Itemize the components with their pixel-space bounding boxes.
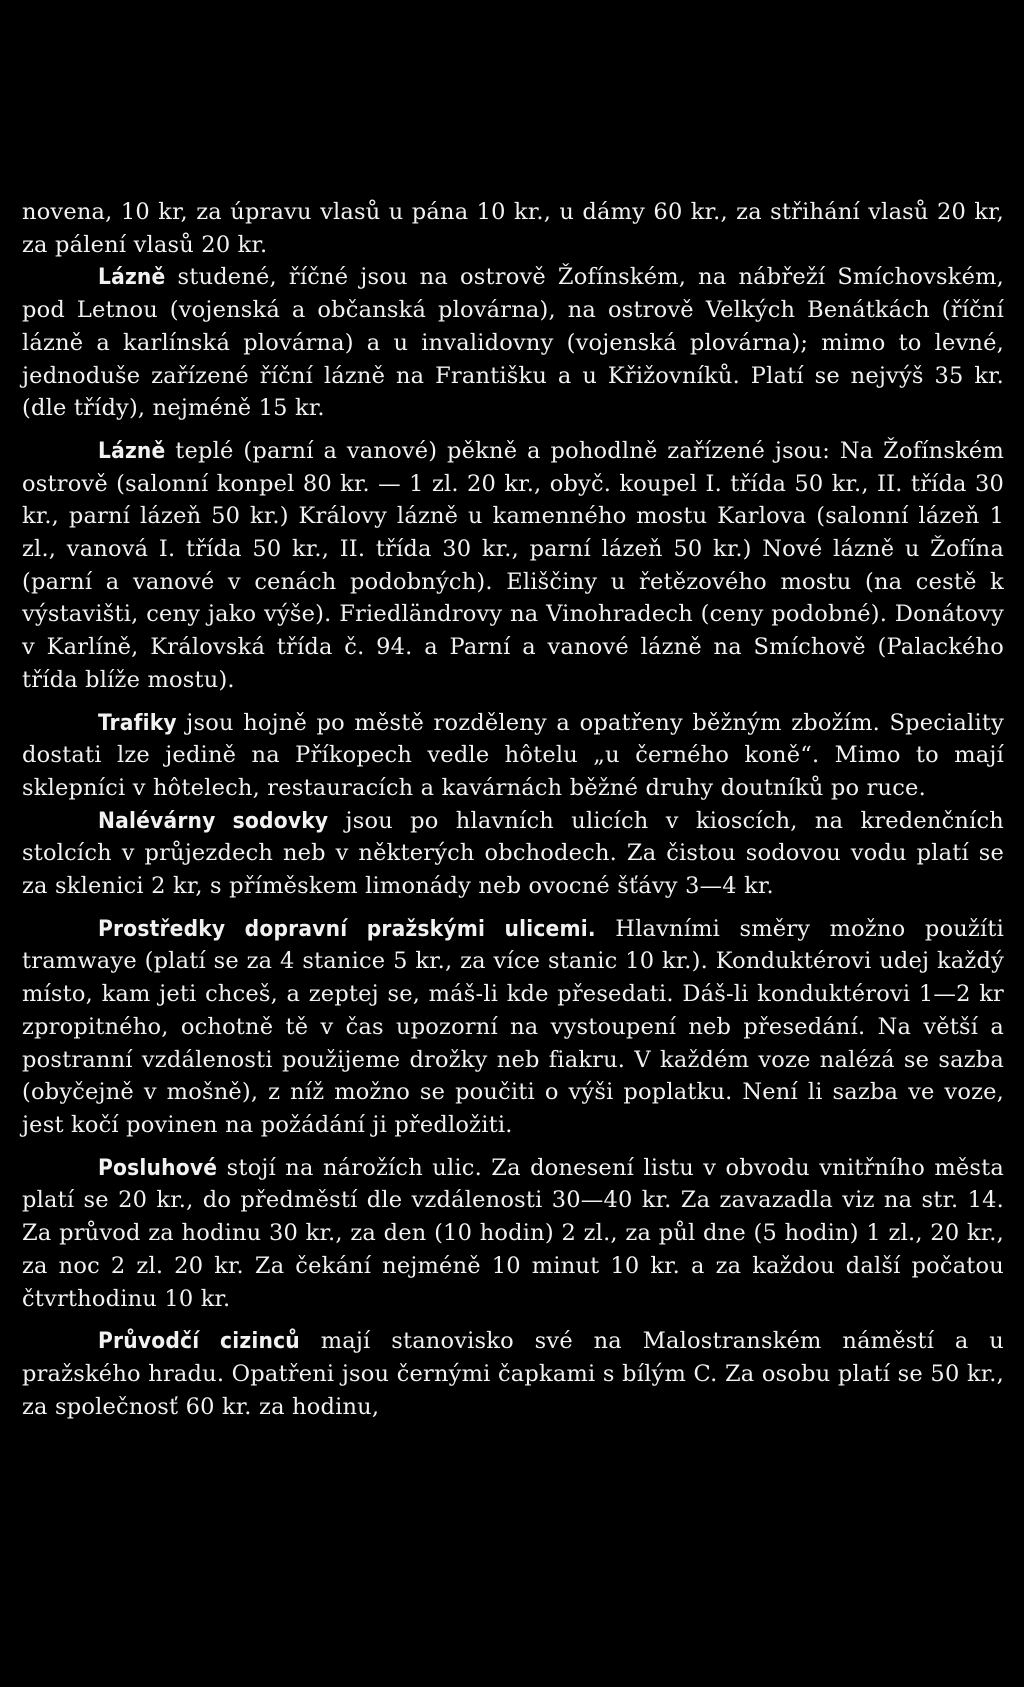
paragraph-text: jsou po hlavních ulicích v kioscích, na kredenčních stolcích v průjezdech neb v některých obchodech. Za čistou sodovou vodu platí se za sklenici 2 kr, s příměskem limonády neb ovocné šťávy 3—4 kr. <box>22 807 1004 900</box>
paragraph-text: jsou hojně po městě rozděleny a opatřeny běžným zbožím. Speciality dostati lze jedině na Příkopech vedle hôtelu „u černého koně“. Mimo to mají sklepníci v hôtelech, restauracích a kavárnách běžné druhy doutníků po ruce. <box>22 709 1004 801</box>
paragraph-tobacco-shops <box>22 707 1004 805</box>
paragraph-text: stojí na nárožích ulic. Za donesení listu v obvodu vnitřního města platí se 20 kr., do předměstí dle vzdálenosti 30—40 kr. Za zavazadla viz na str. 14. Za průvod za hodinu 30 kr., za den (10 hodin) 2 zl., za půl dne (5 hodin) 1 zl., 20 kr., za noc 2 zl. 20 kr. Za čekání nejméně 10 minut 10 kr. a za každou další počatou čtvrthodinu 10 kr. <box>22 1154 1004 1312</box>
paragraph-soda-water <box>22 805 1004 903</box>
paragraph-guides <box>22 1325 1004 1423</box>
paragraph-lead: Lázně <box>98 264 166 291</box>
paragraph-text: Hlavními směry možno použíti tramwaye (platí se za 4 stanice 5 kr., za více stanic 10 kr.). Konduktérovi udej každý místo, kam jeti chceš, a zeptej se, máš-li kde přesedati. Dáš-li konduktérovi 1—2 kr zpropitného, ochotně tě v čas upozorní na vystoupení neb přesedání. Na větší a postranní vzdálenosti použijeme drožky neb fiakru. V každém voze nalézá se sazba (obyčejně v mošně), z níž možno se poučiti o výši poplatku. Není li sazba ve voze, jest kočí povinen na požádání ji předložiti. <box>22 915 1004 1138</box>
paragraph-lead: Průvodčí cizinců <box>98 1328 300 1355</box>
paragraph-warm-baths <box>22 435 1004 697</box>
paragraph-lead: Prostředky dopravní pražskými ulicemi. <box>98 915 596 942</box>
paragraph-porters <box>22 1152 1004 1316</box>
paragraph-lead: Posluhové <box>98 1154 218 1181</box>
paragraph-text: novena, 10 kr, za úpravu vlasů u pána 10 kr., u dámy 60 kr., za střihání vlasů 20 kr, za pálení vlasů 20 kr. <box>22 199 1004 258</box>
paragraph-lead: Nalévárny sodovky <box>98 807 329 834</box>
paragraph-continuation <box>22 196 1004 261</box>
paragraph-text: teplé (parní a vanové) pěkně a pohodlně zařízené jsou: Na Žofínském ostrově (salonní konpel 80 kr. — 1 zl. 20 kr., obyč. koupel I. třída 50 kr., II. třída 30 kr., parní lázeň 50 kr.) Královy lázně u kamenného mostu Karlova (salonní lázeň 1 zl., vanová I. třída 50 kr., II. třída 30 kr., parní lázeň 50 kr.) Nové lázně u Žofína (parní a vanové v cenách podobných). Eliščiny u řetězového mostu (na cestě k výstavišti, ceny jako výše). Friedländrovy na Vinohradech (ceny podobné). Donátovy v Karlíně, Královská třída č. 94. a Parní a vanové lázně na Smíchově (Palackého třída blíže mostu). <box>22 437 1004 693</box>
paragraph-text: mají stanovisko své na Malostranském náměstí a u pražského hradu. Opatřeni jsou černými čapkami s bílým C. Za osobu platí se 50 kr., za společnosť 60 kr. za hodinu, <box>22 1328 1004 1420</box>
document-page <box>22 196 1004 1423</box>
paragraph-transport <box>22 913 1004 1142</box>
paragraph-lead: Lázně <box>98 437 166 464</box>
paragraph-text: studené, říčné jsou na ostrově Žofínském, na nábřeží Smíchovském, pod Letnou (vojenská a občanská plovárna), na ostrově Velkých Benátkách (říční lázně a karlínská plovárna) a u invalidovny (vojenská plovárna); mimo to levné, jednoduše zařízené říční lázně na Františku a u Křižovníků. Platí se nejvýš 35 kr. (dle třídy), nejméně 15 kr. <box>22 264 1004 422</box>
paragraph-cold-baths <box>22 261 1004 425</box>
paragraph-lead: Trafiky <box>98 709 177 736</box>
